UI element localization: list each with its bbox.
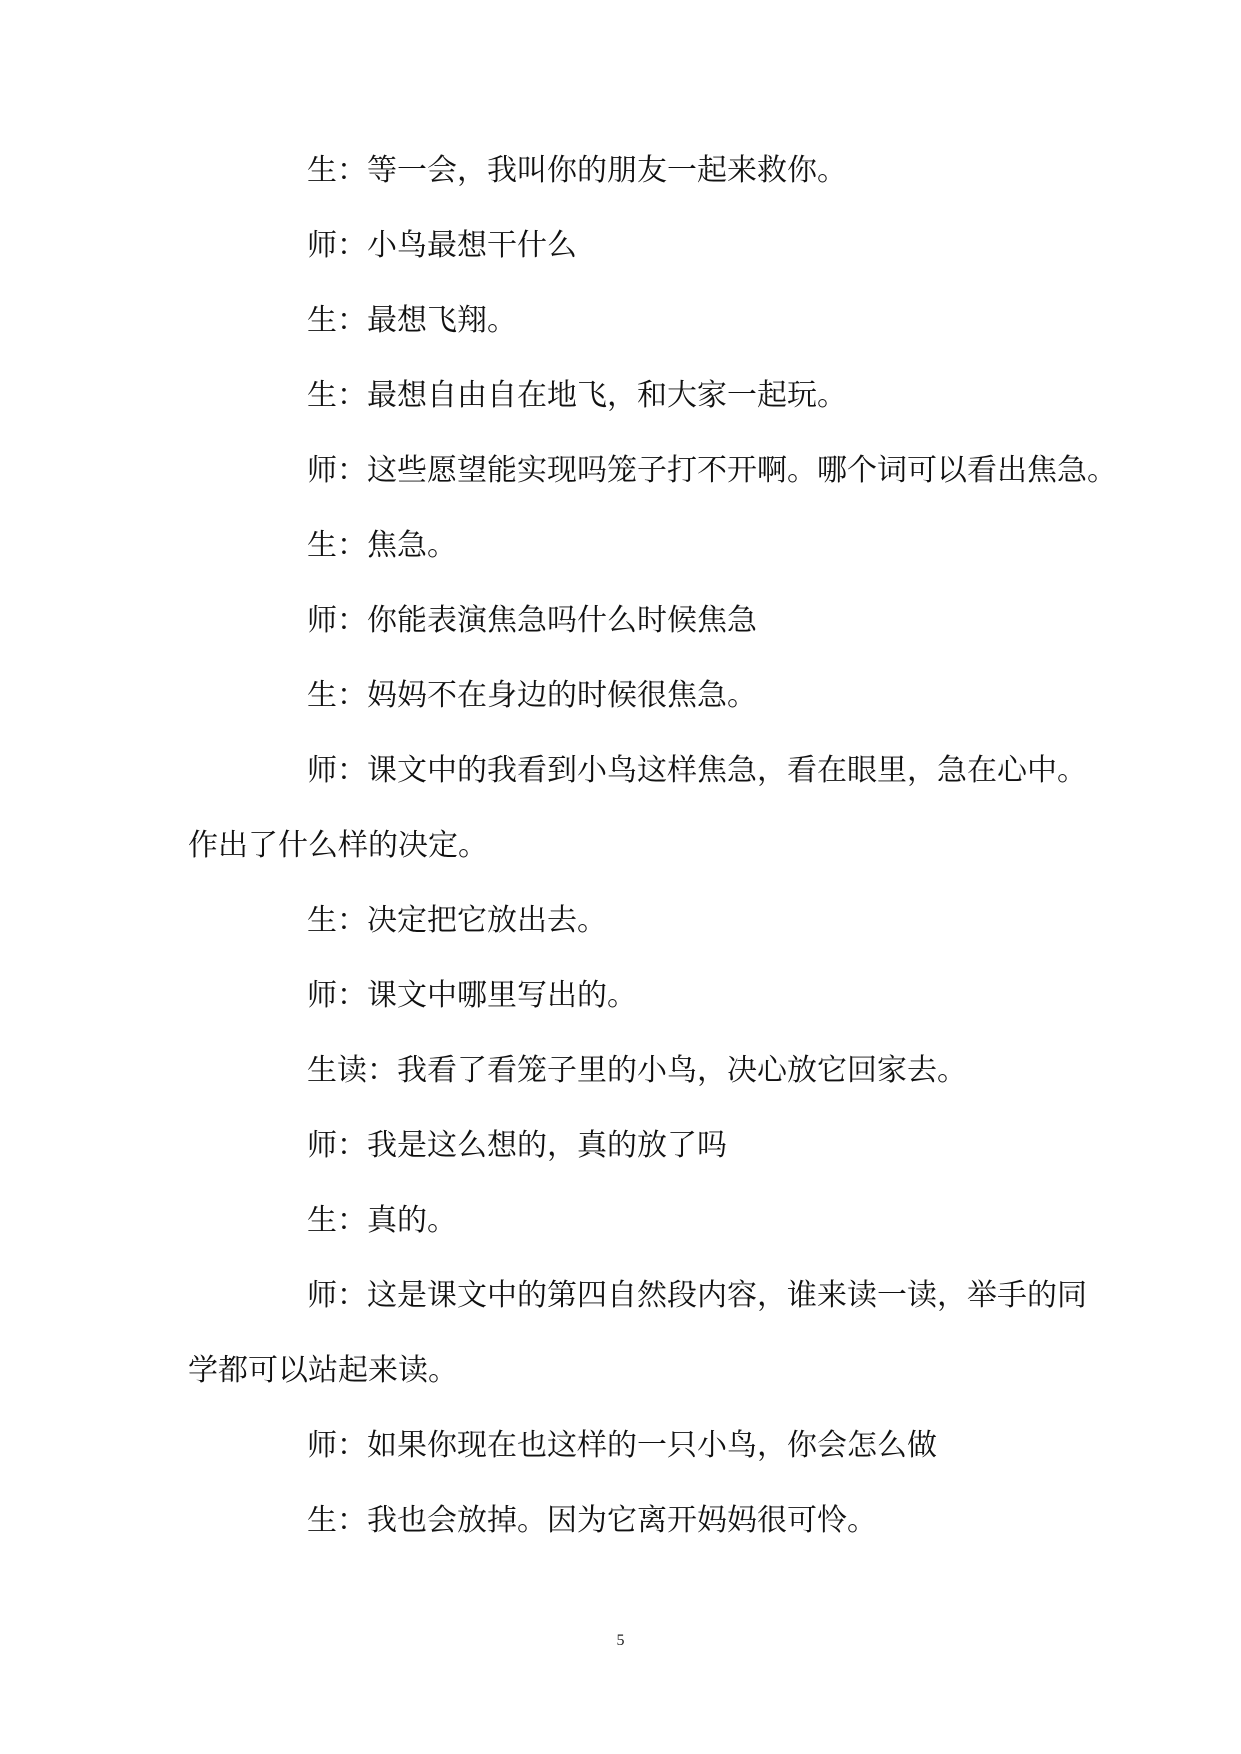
- dialogue-line: 生：真的。: [307, 1203, 457, 1238]
- dialogue-line: 生：决定把它放出去。: [307, 903, 607, 938]
- dialogue-line-continuation: 学都可以站起来读。: [188, 1353, 458, 1388]
- dialogue-line: 师：课文中的我看到小鸟这样焦急，看在眼里，急在心中。: [307, 753, 1087, 788]
- dialogue-line: 师：这是课文中的第四自然段内容，谁来读一读，举手的同: [307, 1278, 1087, 1313]
- dialogue-line: 生：妈妈不在身边的时候很焦急。: [307, 678, 757, 713]
- dialogue-line: 生：我也会放掉。因为它离开妈妈很可怜。: [307, 1503, 877, 1538]
- dialogue-line: 生：等一会，我叫你的朋友一起来救你。: [307, 153, 847, 188]
- dialogue-line: 师：我是这么想的，真的放了吗: [307, 1128, 727, 1163]
- dialogue-line: 生：最想自由自在地飞，和大家一起玩。: [307, 378, 847, 413]
- dialogue-line: 生读：我看了看笼子里的小鸟，决心放它回家去。: [307, 1053, 967, 1088]
- page-number: 5: [616, 1632, 625, 1649]
- dialogue-line-continuation: 作出了什么样的决定。: [188, 828, 488, 863]
- dialogue-line: 师：课文中哪里写出的。: [307, 978, 637, 1013]
- dialogue-line: 师：小鸟最想干什么: [307, 228, 577, 263]
- dialogue-line: 生：最想飞翔。: [307, 303, 517, 338]
- dialogue-line: 师：如果你现在也这样的一只小鸟，你会怎么做: [307, 1428, 937, 1463]
- dialogue-line: 师：这些愿望能实现吗笼子打不开啊。哪个词可以看出焦急。: [307, 453, 1117, 488]
- dialogue-line: 生：焦急。: [307, 528, 457, 563]
- dialogue-line: 师：你能表演焦急吗什么时候焦急: [307, 603, 757, 638]
